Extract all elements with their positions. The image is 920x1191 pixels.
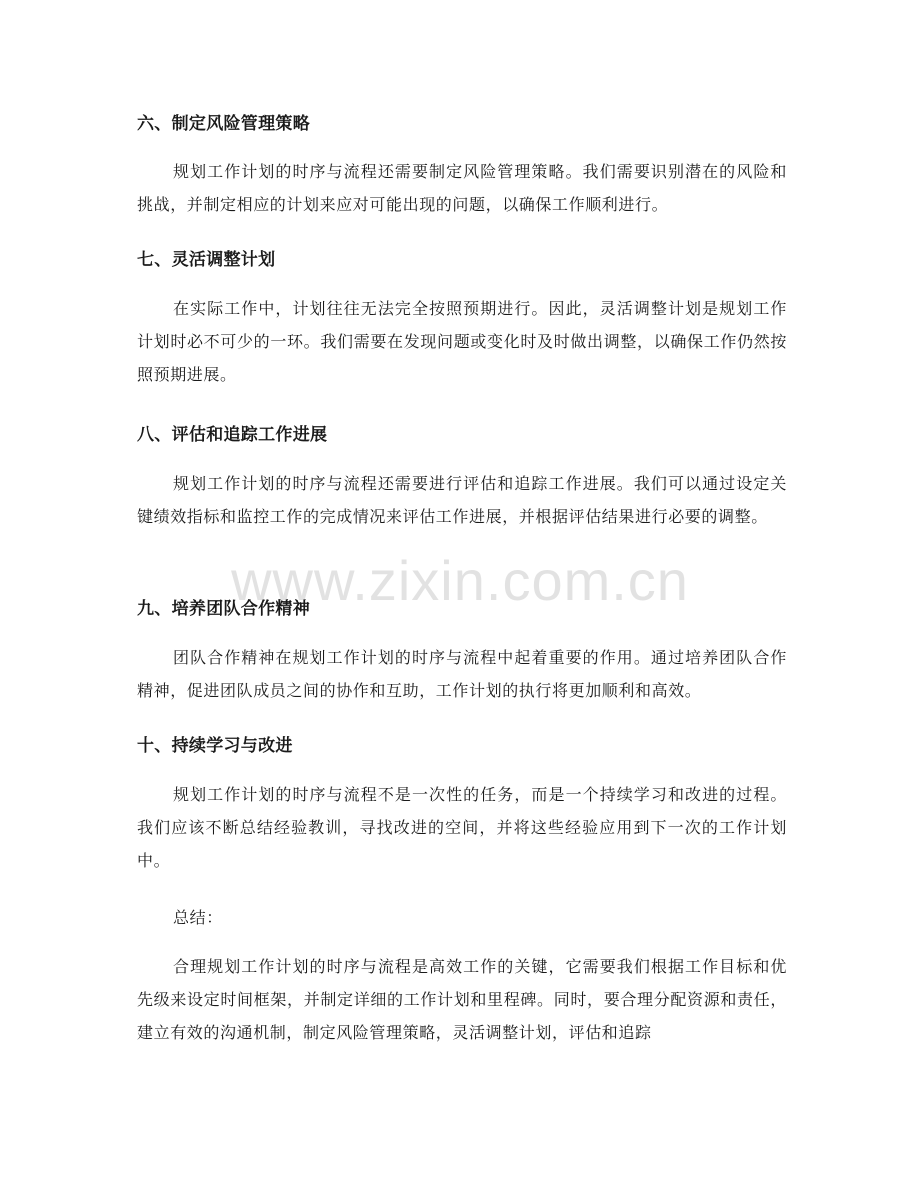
section-paragraph-6: 规划工作计划的时序与流程还需要制定风险管理策略。我们需要识别潜在的风险和挑战，并制定相应的计划来应对可能出现的问题，以确保工作顺利进行。: [137, 162, 787, 214]
section-heading-6: 六、制定风险管理策略: [137, 114, 310, 134]
section-paragraph-7: 在实际工作中，计划往往无法完全按照预期进行。因此，灵活调整计划是规划工作计划时必不可少的一环。我们需要在发现问题或变化时及时做出调整，以确保工作仍然按照预期进展。: [137, 299, 787, 384]
summary-label: 总结：: [173, 908, 223, 927]
section-heading-9: 九、培养团队合作精神: [137, 599, 310, 619]
section-heading-10: 十、持续学习与改进: [137, 736, 293, 756]
summary-paragraph: 合理规划工作计划的时序与流程是高效工作的关键，它需要我们根据工作目标和优先级来设定时间框架，并制定详细的工作计划和里程碑。同时，要合理分配资源和责任，建立有效的沟通机制，制定风险管理策略，灵活调整计划，评估和追踪: [137, 957, 787, 1042]
watermark: www.zixin.com.cn: [231, 549, 689, 612]
section-paragraph-10: 规划工作计划的时序与流程不是一次性的任务，而是一个持续学习和改进的过程。我们应该不断总结经验教训，寻找改进的空间，并将这些经验应用到下一次的工作计划中。: [137, 785, 787, 870]
section-paragraph-8: 规划工作计划的时序与流程还需要进行评估和追踪工作进展。我们可以通过设定关键绩效指标和监控工作的完成情况来评估工作进展，并根据评估结果进行必要的调整。: [137, 474, 787, 526]
section-heading-8: 八、评估和追踪工作进展: [137, 425, 328, 445]
section-paragraph-9: 团队合作精神在规划工作计划的时序与流程中起着重要的作用。通过培养团队合作精神，促进团队成员之间的协作和互助，工作计划的执行将更加顺利和高效。: [137, 648, 787, 700]
section-heading-7: 七、灵活调整计划: [137, 250, 276, 270]
